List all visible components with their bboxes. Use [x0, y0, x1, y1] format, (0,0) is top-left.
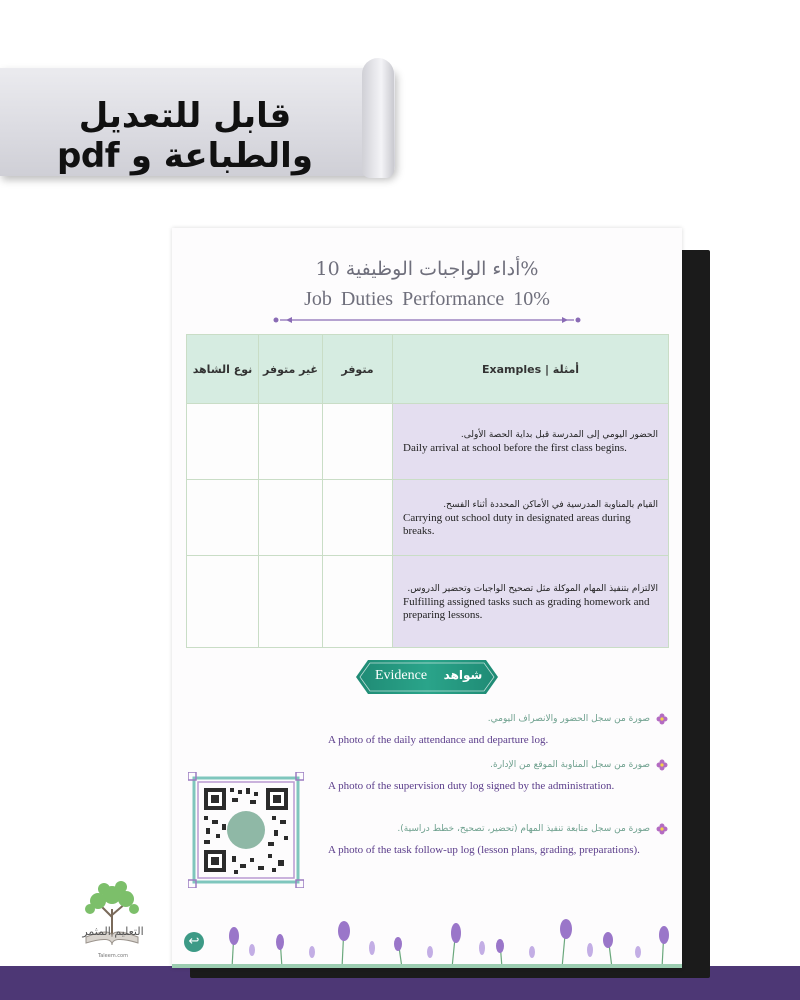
example-arabic: الحضور اليومي إلى المدرسة قبل بداية الحصة الأولى. [460, 430, 658, 440]
evidence-arabic-text: صورة من سجل الحضور والانصراف اليومي. [487, 714, 650, 724]
cell-evidence-type[interactable] [187, 480, 259, 556]
flower-bullet-icon [656, 823, 668, 835]
banner-curl [362, 58, 394, 178]
evidence-arabic [328, 712, 668, 726]
cell-not-available[interactable] [259, 556, 323, 648]
header-available: متوفر [323, 335, 393, 404]
evidence-english: A photo of the supervision duty log signed by the administration. [328, 780, 615, 792]
cell-not-available[interactable] [259, 404, 323, 480]
duties-table [186, 334, 669, 648]
back-arrow-icon[interactable]: ↩ [184, 932, 204, 952]
example-english: Fulfilling assigned tasks such as grading homework and preparing lessons. [403, 595, 650, 621]
example-arabic: الالتزام بتنفيذ المهام الموكلة مثل تصحيح الواجبات وتحضير الدروس. [407, 583, 658, 594]
banner-text: قابل للتعديل والطباعة و pdf [57, 96, 313, 176]
example-english: Daily arrival at school before the first class begins. [403, 442, 627, 454]
header-examples: Examples | أمثلة [393, 335, 669, 404]
logo-name: التعليم المثمر [82, 925, 144, 938]
title-arabic: أداء الواجبات الوظيفية 10% [315, 258, 539, 280]
evidence-item [328, 712, 668, 749]
table-row [187, 556, 669, 648]
evidence-arabic-text: صورة من سجل متابعة تنفيذ المهام (تحضير، تصحيح، خطط دراسية). [397, 824, 650, 834]
evidence-english: A photo of the daily attendance and departure log. [328, 734, 549, 746]
evidence-arabic-text: صورة من سجل المناوبة الموقع من الإدارة. [490, 760, 650, 770]
cell-available[interactable] [323, 404, 393, 480]
header-not-available: غير متوفر [259, 335, 323, 404]
evidence-label-english: Evidence [374, 668, 428, 683]
title-english: Job Duties Performance 10% [304, 288, 550, 310]
logo-domain: Taleem.com [98, 953, 128, 959]
example-cell [393, 404, 669, 480]
title-divider [270, 316, 584, 324]
flower-bullet-icon [656, 759, 668, 771]
lavender-flowers-decoration [172, 918, 682, 968]
document-page [172, 228, 682, 968]
document-bottom-line [172, 964, 682, 968]
cell-evidence-type[interactable] [187, 556, 259, 648]
example-english: Carrying out school duty in designated areas during breaks. [403, 511, 631, 537]
cell-not-available[interactable] [259, 480, 323, 556]
evidence-item [328, 822, 668, 859]
example-arabic: القيام بالمناوبة المدرسية في الأماكن المحددة أثناء الفسح. [443, 499, 658, 510]
evidence-english: A photo of the task follow-up log (lesson plans, grading, preparations). [328, 844, 640, 856]
logo-tree-icon [76, 858, 148, 966]
evidence-arabic [328, 758, 668, 772]
cell-evidence-type[interactable] [187, 404, 259, 480]
table-row [187, 404, 669, 480]
flower-bullet-icon [656, 713, 668, 725]
evidence-label-arabic: شواهد [443, 668, 483, 682]
evidence-item [328, 758, 668, 795]
example-cell [393, 556, 669, 648]
example-cell [393, 480, 669, 556]
table-header-row [187, 335, 669, 404]
header-evidence-type: نوع الشاهد [187, 335, 259, 404]
cell-available[interactable] [323, 480, 393, 556]
cell-available[interactable] [323, 556, 393, 648]
table-row [187, 480, 669, 556]
qr-code[interactable] [188, 772, 304, 888]
evidence-arabic [328, 822, 668, 836]
